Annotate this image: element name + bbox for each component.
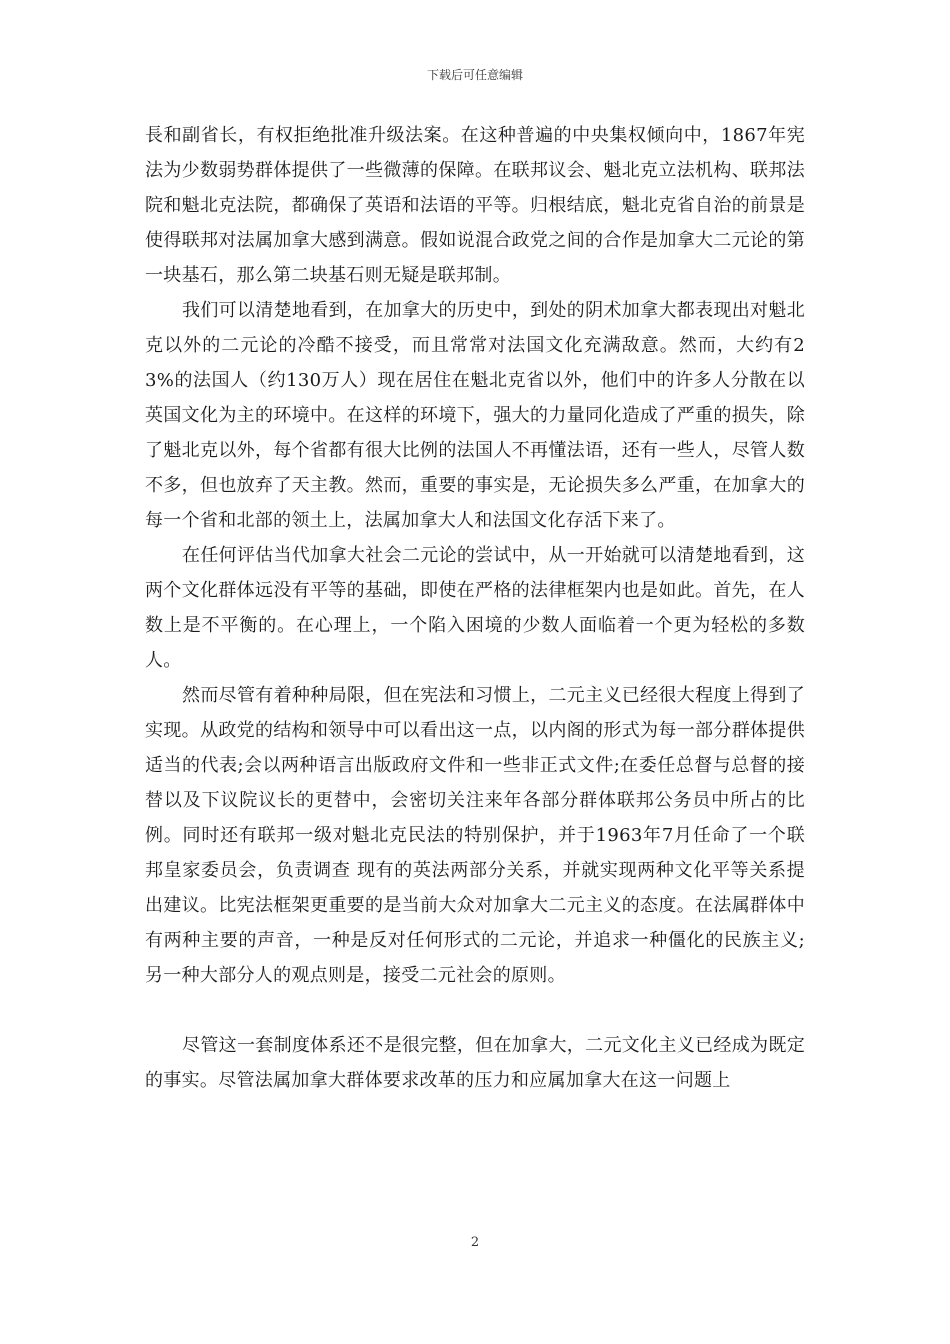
page-header: 下载后可任意编辑	[426, 68, 523, 82]
paragraph-4: 然而尽管有着种种局限，但在宪法和习惯上，二元主义已经很大程度上得到了实现。从政党的结构和领导中可以看出这一点，以内阁的形式为每一部分群体提供适当的代表;会以两种语言出版政府文件和一些非正式文件;在委任总督与总督的接替以及下议院议长的更替中，会密切关注来年各部分群体联邦公务员中所占的比例。同时还有联邦一级对魁北克民法的特别保护，并于1963年7月任命了一个联邦皇家委员会，负责调查 现有的英法两部分关系，并就实现两种文化平等关系提出建议。比宪法框架更重要的是当前大众对加拿大二元主义的态度。在法属群体中有两种主要的声音，一种是反对任何形式的二元论，并追求一种僵化的民族主义;另一种大部分人的观点则是，接受二元社会的原则。	[145, 685, 805, 986]
paragraph-spacer	[145, 993, 805, 1028]
paragraph-2: 我们可以清楚地看到，在加拿大的历史中，到处的阴术加拿大都表现出对魁北克以外的二元论的冷酷不接受，而且常常对法国文化充满敌意。然而，大约有23%的法国人（约130万人）现在居住在魁北克省以外，他们中的许多人分散在以英国文化为主的环境中。在这样的环境下，强大的力量同化造成了严重的损失，除了魁北克以外，每个省都有很大比例的法国人不再懂法语，还有一些人，尽管人数不多，但也放弃了天主教。然而，重要的事实是，无论损失多么严重，在加拿大的每一个省和北部的领土上，法属加拿大人和法国文化存活下来了。	[145, 300, 805, 531]
paragraph-5: 尽管这一套制度体系还不是很完整，但在加拿大，二元文化主义已经成为既定的事实。尽管法属加拿大群体要求改革的压力和应属加拿大在这一问题上	[145, 1035, 805, 1091]
paragraph-1: 長和副省长，有权拒绝批准升级法案。在这种普遍的中央集权倾向中，1867年宪法为少数弱势群体提供了一些微薄的保障。在联邦议会、魁北克立法机构、联邦法院和魁北克法院，都确保了英语和法语的平等。归根结底，魁北克省自治的前景是使得联邦对法属加拿大感到满意。假如说混合政党之间的合作是加拿大二元论的第一块基石，那么第二块基石则无疑是联邦制。	[145, 125, 805, 286]
page-number: 2	[470, 1235, 480, 1250]
body-text	[145, 118, 805, 1098]
paragraph-3: 在任何评估当代加拿大社会二元论的尝试中，从一开始就可以清楚地看到，这两个文化群体远没有平等的基础，即使在严格的法律框架内也是如此。首先，在人数上是不平衡的。在心理上，一个陷入困境的少数人面临着一个更为轻松的多数人。	[145, 545, 805, 671]
